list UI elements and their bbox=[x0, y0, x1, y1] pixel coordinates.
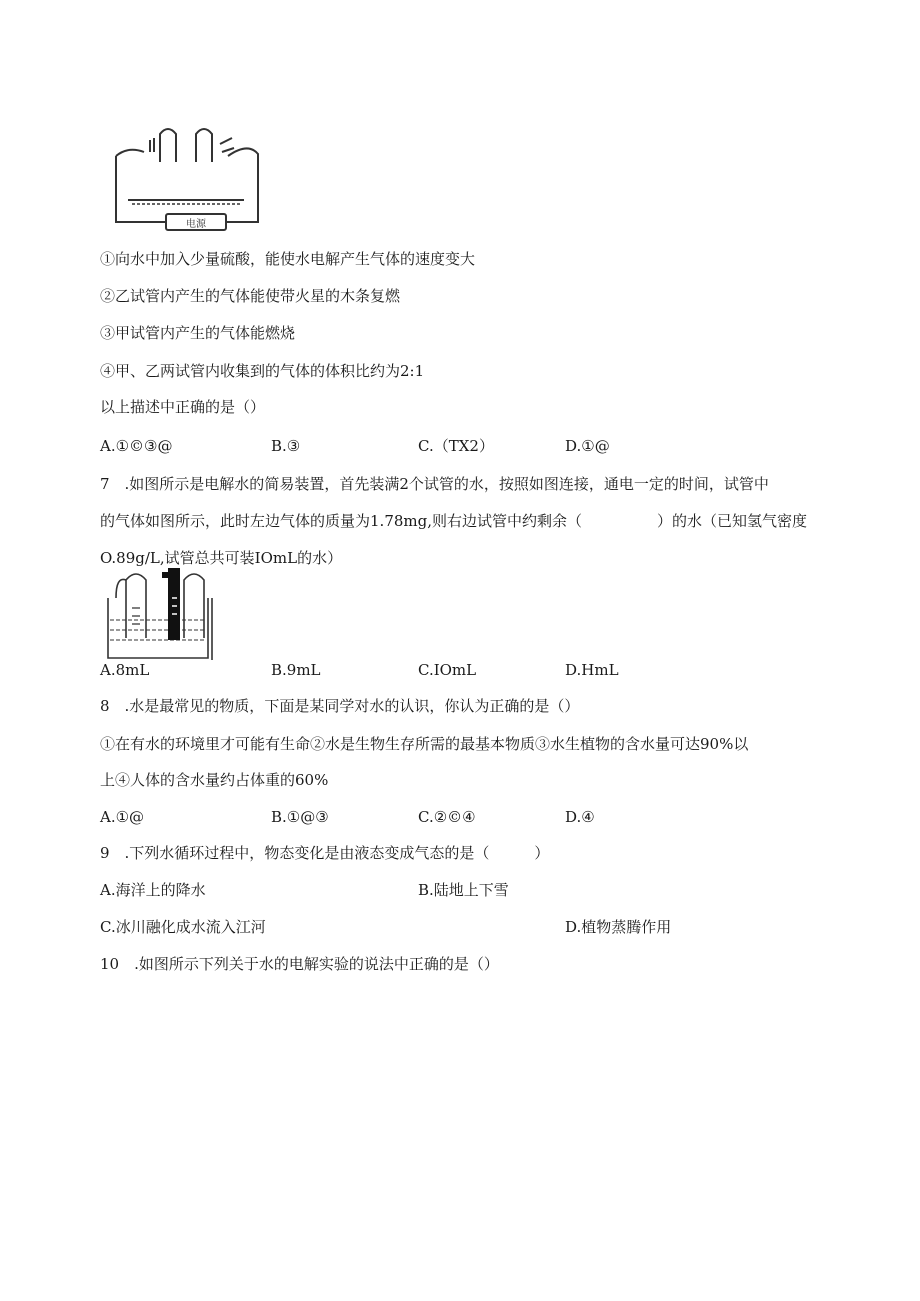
q6-option-c: C.（TX2） bbox=[418, 437, 494, 455]
q7-line-1: 7 .如图所示是电解水的简易装置，首先装满2个试管的水，按照如图连接，通电一定的时间，试管中 bbox=[100, 475, 769, 493]
q8-line-1: 8 .水是最常见的物质，下面是某同学对水的认识，你认为正确的是（） bbox=[100, 697, 580, 715]
q6-option-b: B.③ bbox=[271, 437, 301, 455]
q7-line-2: 的气体如图所示，此时左边气体的质量为1.78mg,则右边试管中约剩余（ ）的水（已知氢气密度 bbox=[100, 512, 807, 530]
q9-option-d: D.植物蒸腾作用 bbox=[565, 918, 672, 936]
q7-option-b: B.9mL bbox=[271, 661, 321, 679]
q6-statement-1: ①向水中加入少量硫酸，能使水电解产生气体的速度变大 bbox=[100, 250, 476, 268]
q6-statement-2: ②乙试管内产生的气体能使带火星的木条复燃 bbox=[100, 287, 401, 305]
q7-option-d: D.HmL bbox=[565, 661, 619, 679]
q7-option-a: A.8mL bbox=[100, 661, 150, 679]
q9-line: 9 .下列水循环过程中，物态变化是由液态变成气态的是（ ） bbox=[100, 844, 550, 862]
q8-option-b: B.①@③ bbox=[271, 808, 329, 826]
q8-option-a: A.①@ bbox=[100, 808, 145, 826]
q6-option-a: A.①©③@ bbox=[100, 437, 173, 455]
q6-statement-3: ③甲试管内产生的气体能燃烧 bbox=[100, 324, 296, 342]
q6-statement-4: ④甲、乙两试管内收集到的气体的体积比约为2:1 bbox=[100, 362, 425, 380]
q7-line-3: O.89g/L,试管总共可装IOmL的水） bbox=[100, 549, 343, 567]
electrolysis-figure-2 bbox=[102, 568, 218, 662]
q9-option-b: B.陆地上下雪 bbox=[418, 881, 509, 899]
q7-option-c: C.IOmL bbox=[418, 661, 477, 679]
q8-option-d: D.④ bbox=[565, 808, 595, 826]
power-supply-label: 电源 bbox=[186, 219, 206, 230]
q9-option-c: C.冰川融化成水流入江河 bbox=[100, 918, 266, 936]
q6-option-d: D.①@ bbox=[565, 437, 610, 455]
q8-line-3: 上④人体的含水量约占体重的60% bbox=[100, 771, 329, 789]
q8-option-c: C.②©④ bbox=[418, 808, 476, 826]
q8-line-2: ①在有水的环境里才可能有生命②水是生物生存所需的最基本物质③水生植物的含水量可达90%以 bbox=[100, 735, 749, 753]
q10-line: 10 .如图所示下列关于水的电解实验的说法中正确的是（） bbox=[100, 955, 499, 973]
electrolysis-figure-1 bbox=[108, 118, 268, 242]
simple-electrolysis-drawing bbox=[102, 568, 218, 662]
q6-prompt: 以上描述中正确的是（） bbox=[100, 398, 266, 416]
electrolysis-apparatus-drawing bbox=[108, 118, 268, 242]
q9-option-a: A.海洋上的降水 bbox=[100, 881, 206, 899]
